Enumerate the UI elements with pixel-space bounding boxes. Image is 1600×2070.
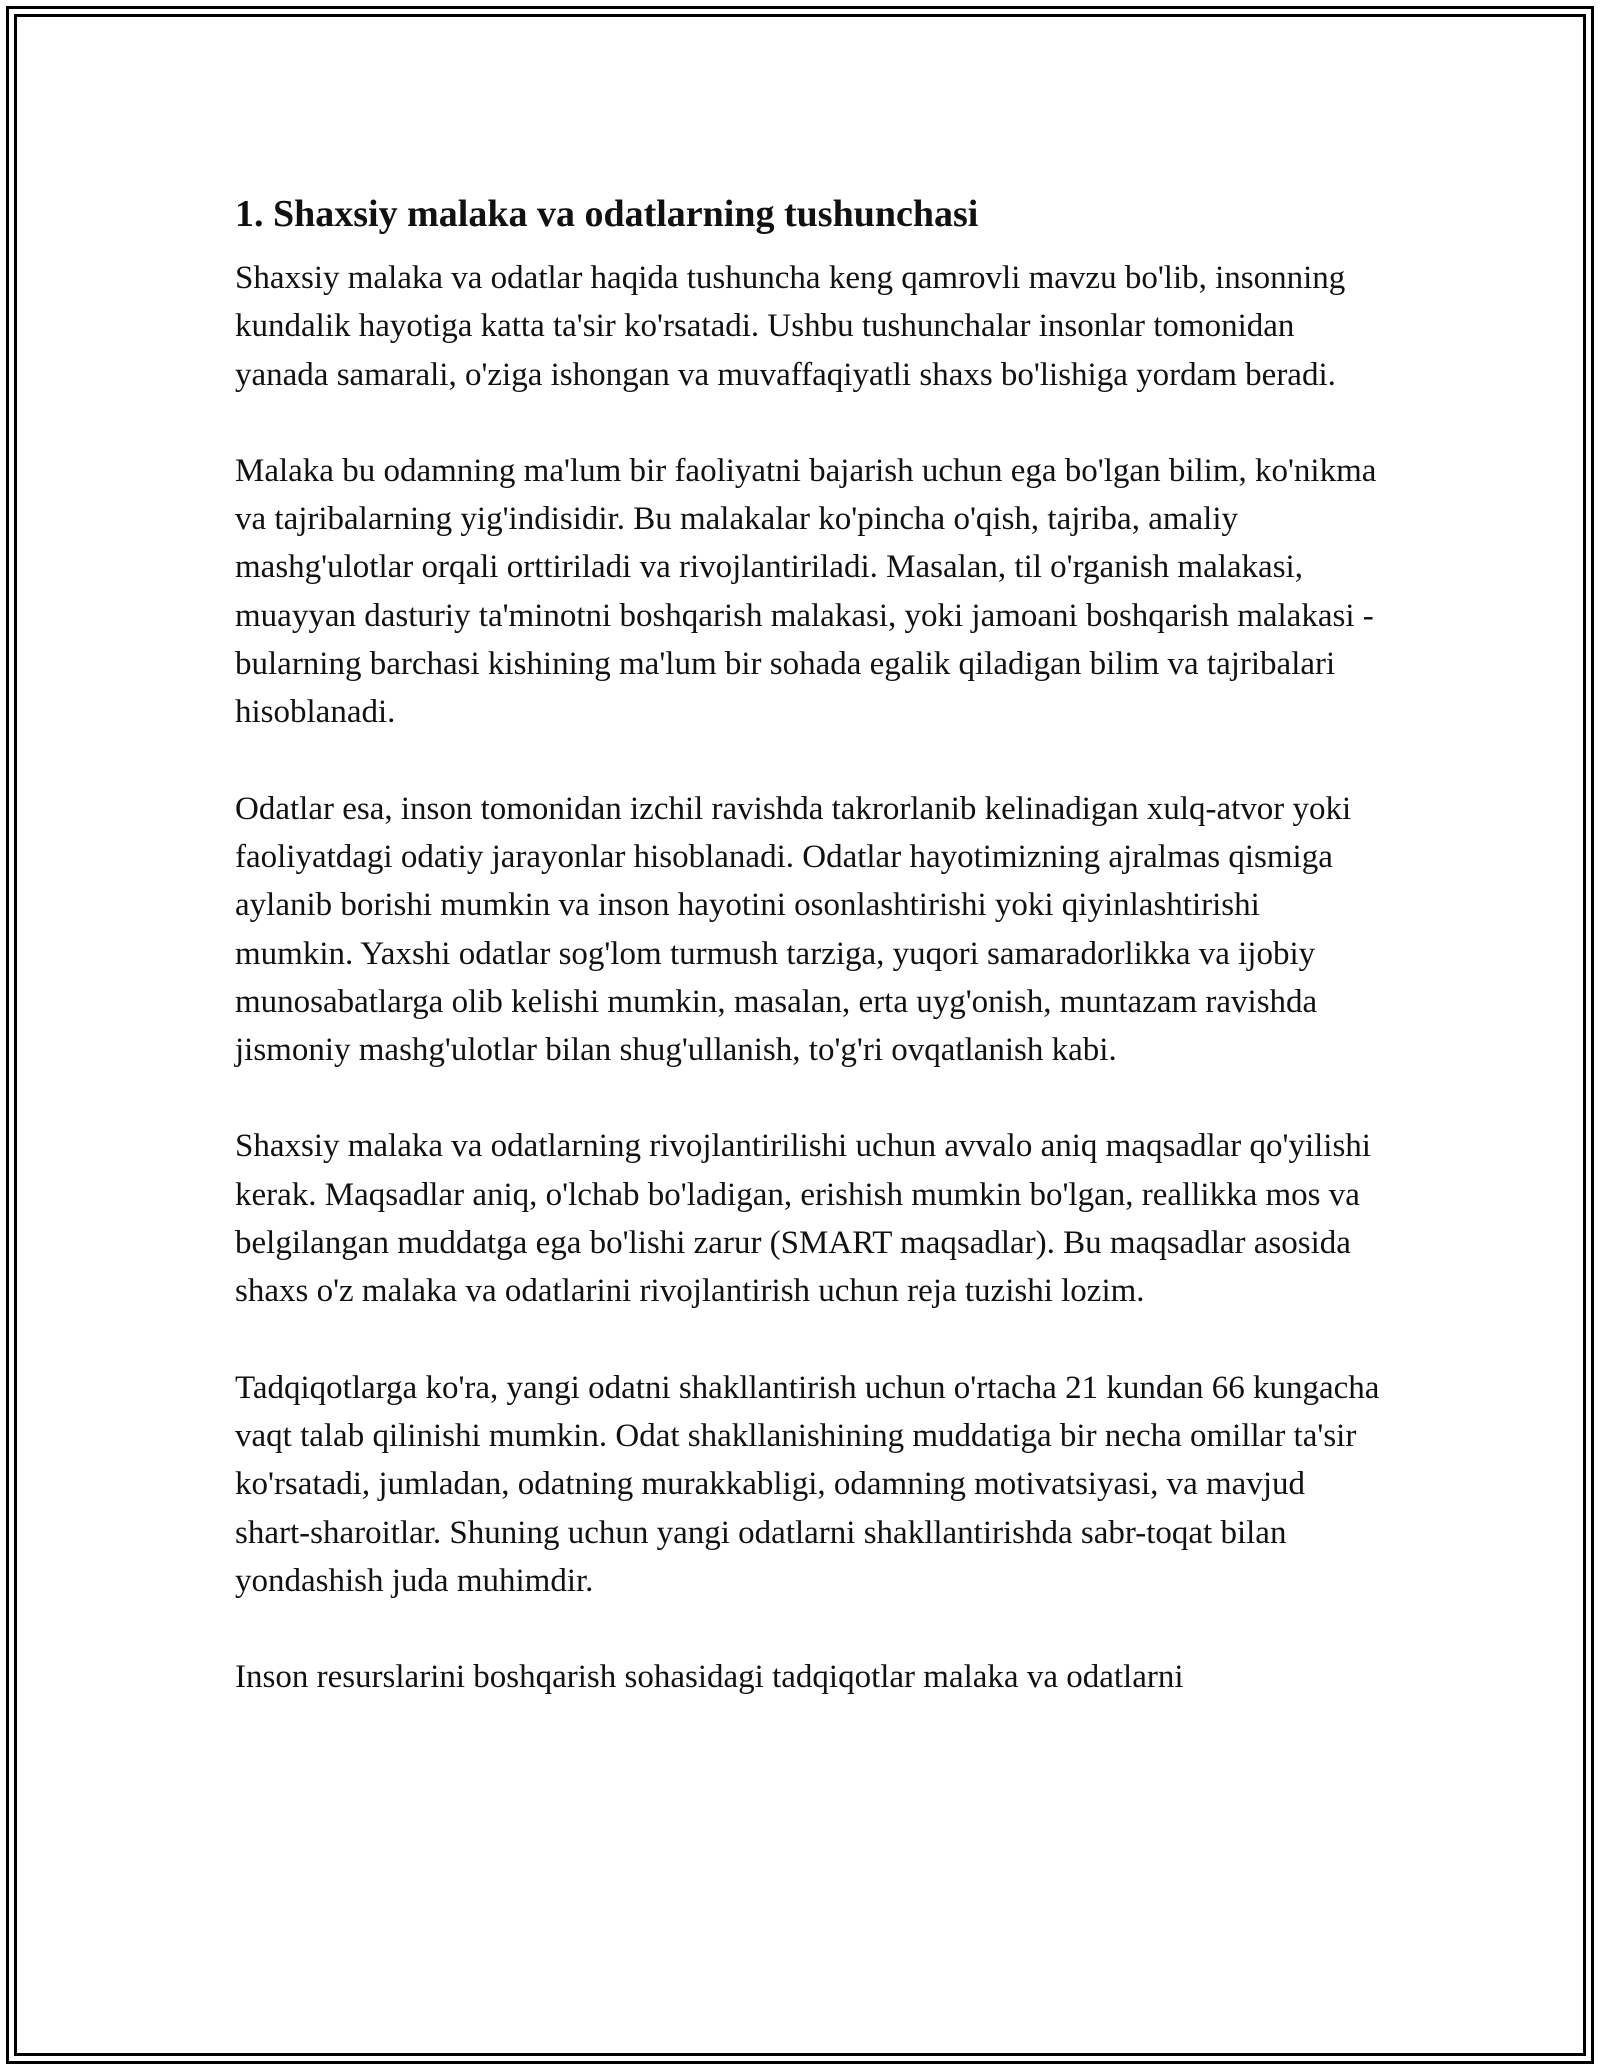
paragraph-tadqiqotlar: Tadqiqotlarga ko'ra, yangi odatni shakllantirish uchun o'rtacha 21 kundan 66 kungacha vaqt talab qilinishi mumkin. Odat shakllanishining muddatiga bir necha omillar ta'sir ko'rsatadi, jumladan, odatning murakkabligi, odamning motivatsiyasi, va mavjud shart-sharoitlar. Shuning uchun yangi odatlarni shakllantirishda sabr-toqat bilan yondashish juda muhimdir. <box>235 1369 1380 1599</box>
document-body <box>235 186 1380 1749</box>
section-heading: 1. Shaxsiy malaka va odatlarning tushunchasi <box>235 193 979 235</box>
paragraph-odatlar: Odatlar esa, inson tomonidan izchil ravishda takrorlanib kelinadigan xulq-atvor yoki faoliyatdagi odatiy jarayonlar hisoblanadi. Odatlar hayotimizning ajralmas qismiga aylanib borishi mumkin va inson hayotini osonlashtirishi yoki qiyinlashtirishi mumkin. Yaxshi odatlar sog'lom turmush tarziga, yuqori samaradorlikka va ijobiy munosabatlarga olib kelishi mumkin, masalan, erta uyg'onish, muntazam ravishda jismoniy mashg'ulotlar bilan shug'ullanish, to'g'ri ovqatlanish kabi. <box>235 790 1352 1069</box>
paragraph-malaka: Malaka bu odamning ma'lum bir faoliyatni bajarish uchun ega bo'lgan bilim, ko'nikma va tajribalarning yig'indisidir. Bu malakalar ko'pincha o'qish, tajriba, amaliy mashg'ulotlar orqali orttiriladi va rivojlantiriladi. Masalan, til o'rganish malakasi, muayyan dasturiy ta'minotni boshqarish malakasi, yoki jamoani boshqarish malakasi - bularning barchasi kishining ma'lum bir sohada egalik qiladigan bilim va tajribalari hisoblanadi. <box>235 452 1377 731</box>
paragraph-inson-resurslari: Inson resurslarini boshqarish sohasidagi tadqiqotlar malaka va odatlarni <box>235 1659 1184 1696</box>
paragraph-maqsadlar: Shaxsiy malaka va odatlarning rivojlantirilishi uchun avvalo aniq maqsadlar qo'yilishi kerak. Maqsadlar aniq, o'lchab bo'ladigan, erishish mumkin bo'lgan, reallikka mos va belgilangan muddatga ega bo'lishi zarur (SMART maqsadlar). Bu maqsadlar asosida shaxs o'z malaka va odatlarini rivojlantirish uchun reja tuzishi lozim. <box>235 1128 1371 1310</box>
paragraph-intro: Shaxsiy malaka va odatlar haqida tushuncha keng qamrovli mavzu bo'lib, insonning kundalik hayotiga katta ta'sir ko'rsatadi. Ushbu tushunchalar insonlar tomonidan yanada samarali, o'ziga ishongan va muvaffaqiyatli shaxs bo'lishiga yordam beradi. <box>235 260 1346 393</box>
